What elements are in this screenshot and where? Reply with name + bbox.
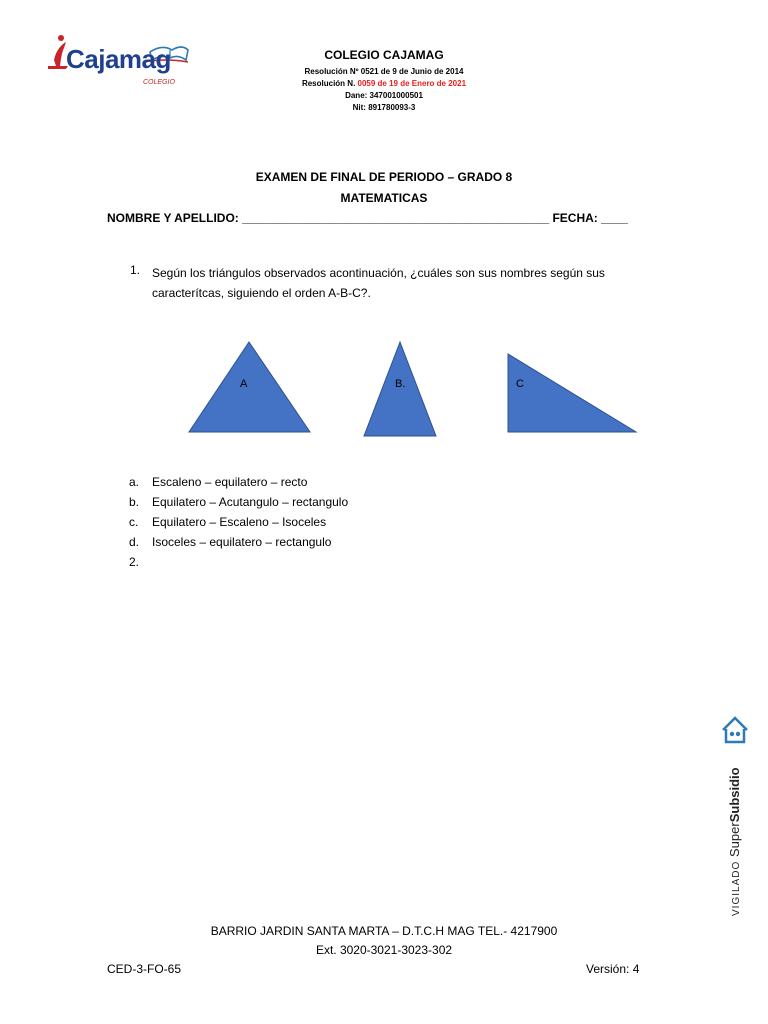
resolution-2-date: 0059 de 19 de Enero de 2021 — [357, 79, 467, 88]
seal-subsidio: Subsidio — [727, 767, 742, 823]
option-c-text: Equilatero – Escaleno – Isoceles — [152, 515, 327, 529]
option-a-text: Escaleno – equilatero – recto — [152, 475, 308, 489]
exam-title: EXAMEN DE FINAL DE PERIODO – GRADO 8 — [255, 170, 513, 184]
option-b-text: Equilatero – Acutangulo – rectangulo — [152, 495, 349, 509]
triangle-c — [508, 354, 636, 432]
question-number: 1. — [130, 263, 141, 277]
triangle-c-label: C — [516, 378, 524, 390]
footer-extensions: Ext. 3020-3021-3023-302 — [315, 943, 453, 957]
footer-address: BARRIO JARDIN SANTA MARTA – D.T.C.H MAG TEL.- 4217900 — [210, 924, 558, 938]
option-a-letter: a. — [129, 475, 140, 489]
dane-code: Dane: 347001000501 — [345, 91, 423, 100]
document-code: CED-3-FO-65 — [107, 962, 182, 976]
house-icon — [723, 718, 747, 742]
triangle-a — [189, 342, 310, 432]
resolution-2-prefix: Resolución N. — [301, 79, 358, 88]
question-text: Según los triángulos observados acontinuación, ¿cuáles son sus nombres según sus caracterítcas, siguiendo el orden A-B-C?. — [152, 266, 605, 300]
logo-subtitle: COLEGIO — [143, 79, 175, 86]
resolution-2 — [234, 79, 534, 88]
question-2-number: 2. — [129, 555, 140, 569]
logo-wordmark: Cajamag — [66, 44, 171, 74]
triangle-b-label: B. — [395, 378, 406, 390]
seal-vigilado: VIGILADO — [731, 856, 742, 916]
exam-subject: MATEMATICAS — [340, 191, 428, 205]
resolution-1: Resolución Nº 0521 de 9 de Junio de 2014 — [304, 67, 464, 76]
school-name: COLEGIO CAJAMAG — [324, 48, 444, 62]
option-b-letter: b. — [129, 495, 140, 509]
option-d-letter: d. — [129, 535, 140, 549]
supersubsidio-seal — [715, 712, 755, 922]
document-version: Versión: 4 — [586, 962, 640, 976]
seal-text — [727, 767, 742, 916]
option-c-letter: c. — [129, 515, 139, 529]
seal-super: Super — [727, 822, 742, 857]
nit-code: Nit: 891780093-3 — [352, 103, 416, 112]
option-d-text: Isoceles – equilatero – rectangulo — [152, 535, 332, 549]
triangle-a-label: A — [240, 378, 248, 390]
triangles-figure — [0, 330, 768, 450]
name-date-line: NOMBRE Y APELLIDO: ______________________________________________ FECHA: ____ — [107, 211, 628, 225]
